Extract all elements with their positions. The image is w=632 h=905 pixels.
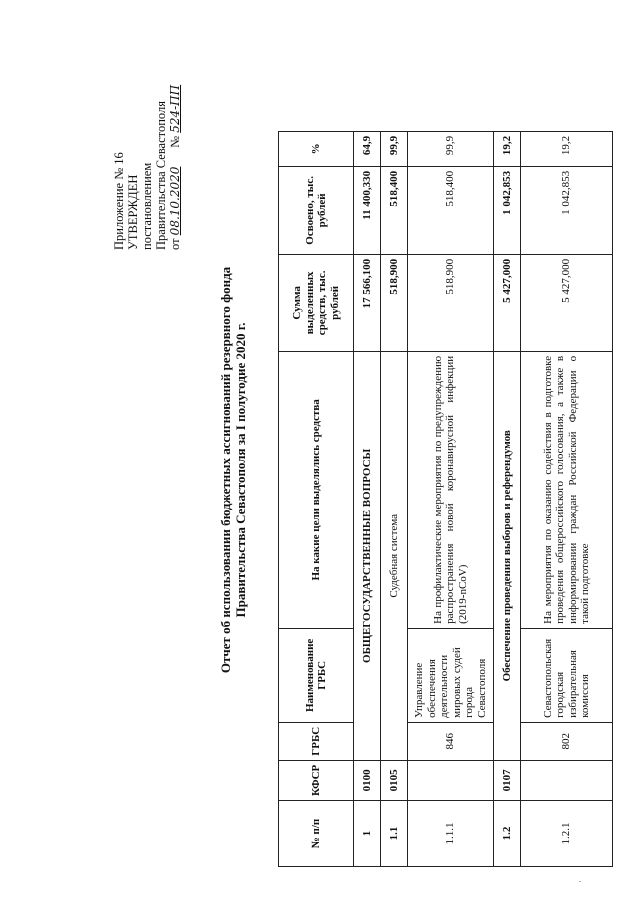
table-row (521, 131, 613, 866)
approval-block (112, 85, 182, 250)
row-percent: 99,9 (381, 131, 408, 166)
row-kfsr-empty (408, 760, 494, 800)
number-prefix: № (168, 135, 182, 148)
row-percent: 64,9 (354, 131, 381, 166)
row-grbs-name: Севастопольская городская избирательная комиссия (521, 628, 613, 722)
header-kfsr: КФСР (279, 760, 354, 800)
header-purpose: На какие цели выделялись средства (279, 351, 354, 628)
title-line-2: Правительства Севастополя за I полугодие 2020 г. (233, 322, 248, 618)
scan-mark: · (575, 880, 585, 883)
row-kfsr: 0105 (381, 760, 408, 800)
row-grbs: 846 (408, 722, 494, 760)
table-header-row (279, 131, 354, 866)
row-purpose: На профилактические мероприятия по предупреждению распространения новой коронавирусной инфекции (2019-nCoV) (408, 351, 494, 628)
header-allocated: Сумма выделенных средств, тыс. рублей (279, 254, 354, 351)
row-kfsr: 0107 (494, 760, 521, 800)
row-allocated: 17 566,100 (354, 254, 381, 351)
row-spent: 1 042,853 (521, 166, 613, 254)
report-table (278, 131, 613, 867)
row-kfsr-empty (521, 760, 613, 800)
row-percent: 19,2 (521, 131, 613, 166)
row-grbs: 802 (521, 722, 613, 760)
row-allocated: 518,900 (381, 254, 408, 351)
approved-label: УТВЕРЖДЕН (126, 174, 140, 250)
table-row (381, 131, 408, 866)
header-grbs-name: Наименование ГРБС (279, 628, 354, 722)
row-num: 1.1.1 (408, 801, 494, 867)
row-num: 1.2 (494, 801, 521, 867)
row-section-title: ОБЩЕГОСУДАРСТВЕННЫЕ ВОПРОСЫ (354, 351, 381, 760)
row-num: 1.2.1 (521, 801, 613, 867)
row-kfsr: 0100 (354, 760, 381, 800)
row-allocated: 518,900 (408, 254, 494, 351)
table-row (408, 131, 494, 866)
table-row (494, 131, 521, 866)
from-prefix: от (168, 238, 182, 250)
approval-date-line (168, 85, 182, 250)
header-spent: Освоено, тыс. рублей (279, 166, 354, 254)
header-grbs: ГРБС (279, 722, 354, 760)
row-section-title: Обеспечение проведения выборов и референдумов (494, 351, 521, 760)
title-line-1: Отчет об использовании бюджетных ассигнований резервного фонда (218, 266, 233, 674)
table-row (354, 131, 381, 866)
row-grbs-name: Управление обеспечения деятельности мировых судей города Севастополя (408, 628, 494, 722)
appendix-number: Приложение № 16 (112, 152, 126, 250)
row-allocated: 5 427,000 (521, 254, 613, 351)
row-percent: 19,2 (494, 131, 521, 166)
row-num: 1.1 (381, 801, 408, 867)
row-section-title: Судебная система (381, 351, 408, 760)
approval-date: 08.10.2020 (168, 166, 182, 236)
row-percent: 99,9 (408, 131, 494, 166)
header-percent: % (279, 131, 354, 166)
row-purpose: На мероприятия по оказанию содействия в подготовке проведения общероссийского голосования, а также в информировании граждан Российской Федерации о такой подготовке (521, 351, 613, 628)
resolution-label: постановлением (140, 162, 154, 250)
government-label: Правительства Севастополя (154, 101, 168, 250)
row-num: 1 (354, 801, 381, 867)
approval-number: 524-ПП (168, 84, 182, 133)
row-spent: 1 042,853 (494, 166, 521, 254)
row-allocated: 5 427,000 (494, 254, 521, 351)
header-num: № п/п (279, 801, 354, 867)
row-spent: 518,400 (381, 166, 408, 254)
row-spent: 11 400,330 (354, 166, 381, 254)
row-spent: 518,400 (408, 166, 494, 254)
document-title (218, 250, 248, 690)
